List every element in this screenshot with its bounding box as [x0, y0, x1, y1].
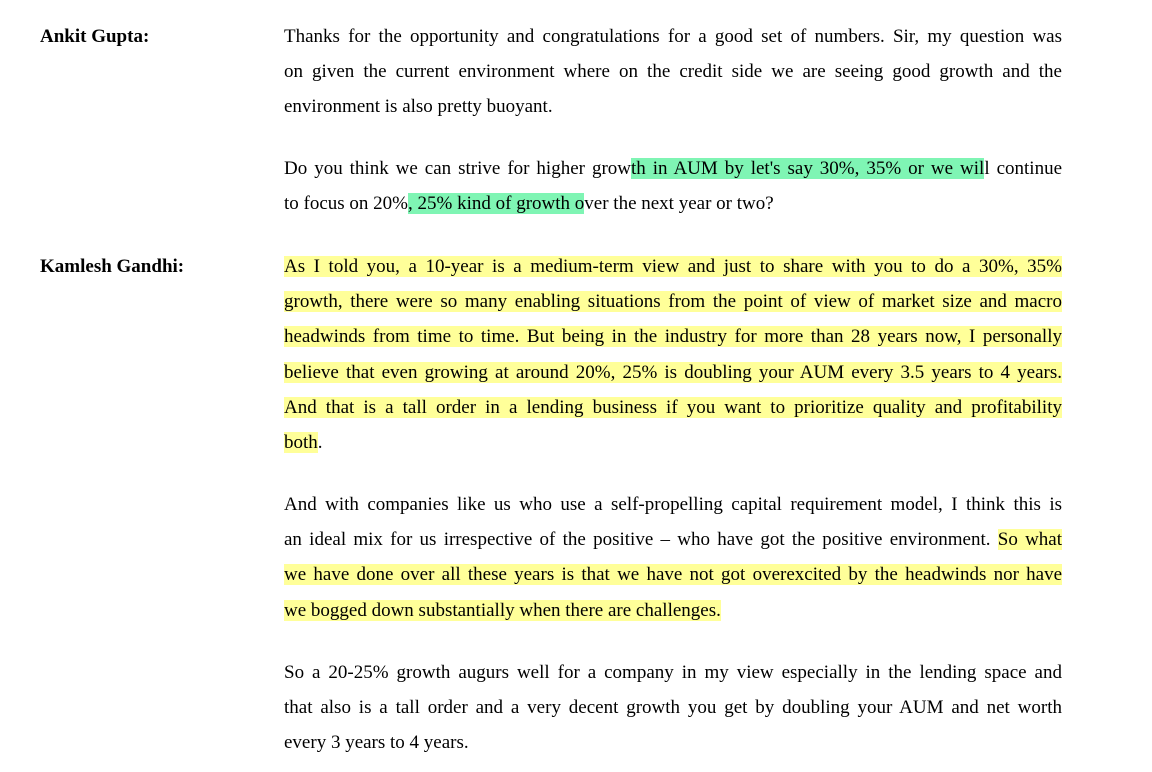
highlight-yellow: we bogged down substantially when there are challenges.	[284, 599, 721, 621]
text-line	[284, 89, 1062, 124]
text-line	[284, 249, 1062, 284]
text-line	[284, 655, 1062, 690]
text-run: So a 20-25% growth augurs well for a company in my view especially in the lending space and	[284, 662, 1062, 683]
text-line	[284, 487, 1062, 522]
highlight-yellow: we have done over all these years is that we have not got overexcited by the headwinds nor have	[284, 564, 1062, 586]
text-line	[284, 19, 1062, 54]
text-line	[284, 593, 1062, 628]
highlight-green: th in AUM by let's say 30%, 35% or we wil	[631, 158, 985, 179]
text-run: Do you think we can strive for higher grow	[284, 158, 631, 179]
text-run: every 3 years to 4 years.	[284, 732, 469, 754]
highlight-yellow: growth, there were so many enabling situations from the point of view of market size and macro	[284, 291, 1062, 313]
highlight-yellow: headwinds from time to time. But being in the industry for more than 28 years now, I personally	[284, 326, 1062, 348]
ankit-question-paragraph-2	[284, 151, 1062, 221]
text-run: ver the next year or two?	[584, 193, 774, 215]
text-line	[284, 319, 1062, 354]
text-line	[284, 54, 1062, 89]
text-line	[284, 284, 1062, 319]
text-line	[284, 390, 1062, 425]
text-run: Thanks for the opportunity and congratulations for a good set of numbers. Sir, my question was	[284, 26, 1062, 47]
kamlesh-answer-paragraph-3	[284, 655, 1062, 761]
text-line	[284, 557, 1062, 592]
text-line	[284, 151, 1062, 186]
speaker-name-ankit-gupta: Ankit Gupta:	[40, 26, 150, 47]
highlight-yellow: both	[284, 431, 318, 453]
text-run: that also is a tall order and a very decent growth you get by doubling your AUM and net worth	[284, 697, 1062, 719]
speaker-name-kamlesh-gandhi: Kamlesh Gandhi:	[40, 256, 185, 277]
text-line	[284, 425, 1062, 460]
highlight-green: , 25% kind of growth o	[408, 193, 585, 215]
text-line	[284, 690, 1062, 725]
highlight-yellow: believe that even growing at around 20%, 25% is doubling your AUM every 3.5 years to 4 years.	[284, 361, 1062, 383]
kamlesh-answer-paragraph-1	[284, 249, 1062, 460]
highlight-yellow: And that is a tall order in a lending business if you want to prioritize quality and profitability	[284, 396, 1062, 418]
text-line	[284, 725, 1062, 760]
ankit-question-paragraph-1	[284, 19, 1062, 125]
text-run: an ideal mix for us irrespective of the positive – who have got the positive environment.	[284, 529, 998, 551]
text-line	[284, 522, 1062, 557]
highlight-yellow: So what	[997, 529, 1062, 551]
text-line	[284, 355, 1062, 390]
text-run: And with companies like us who use a self-propelling capital requirement model, I think this is	[284, 494, 1062, 515]
text-line	[284, 186, 1062, 221]
kamlesh-answer-paragraph-2	[284, 487, 1062, 628]
text-run: .	[317, 431, 323, 453]
highlight-yellow: As I told you, a 10-year is a medium-term view and just to share with you to do a 30%, 35%	[284, 256, 1062, 277]
text-run: l continue	[984, 158, 1062, 179]
text-run: environment is also pretty buoyant.	[284, 96, 553, 118]
text-run: on given the current environment where on the credit side we are seeing good growth and the	[284, 61, 1062, 83]
text-run: to focus on 20%	[284, 193, 409, 215]
